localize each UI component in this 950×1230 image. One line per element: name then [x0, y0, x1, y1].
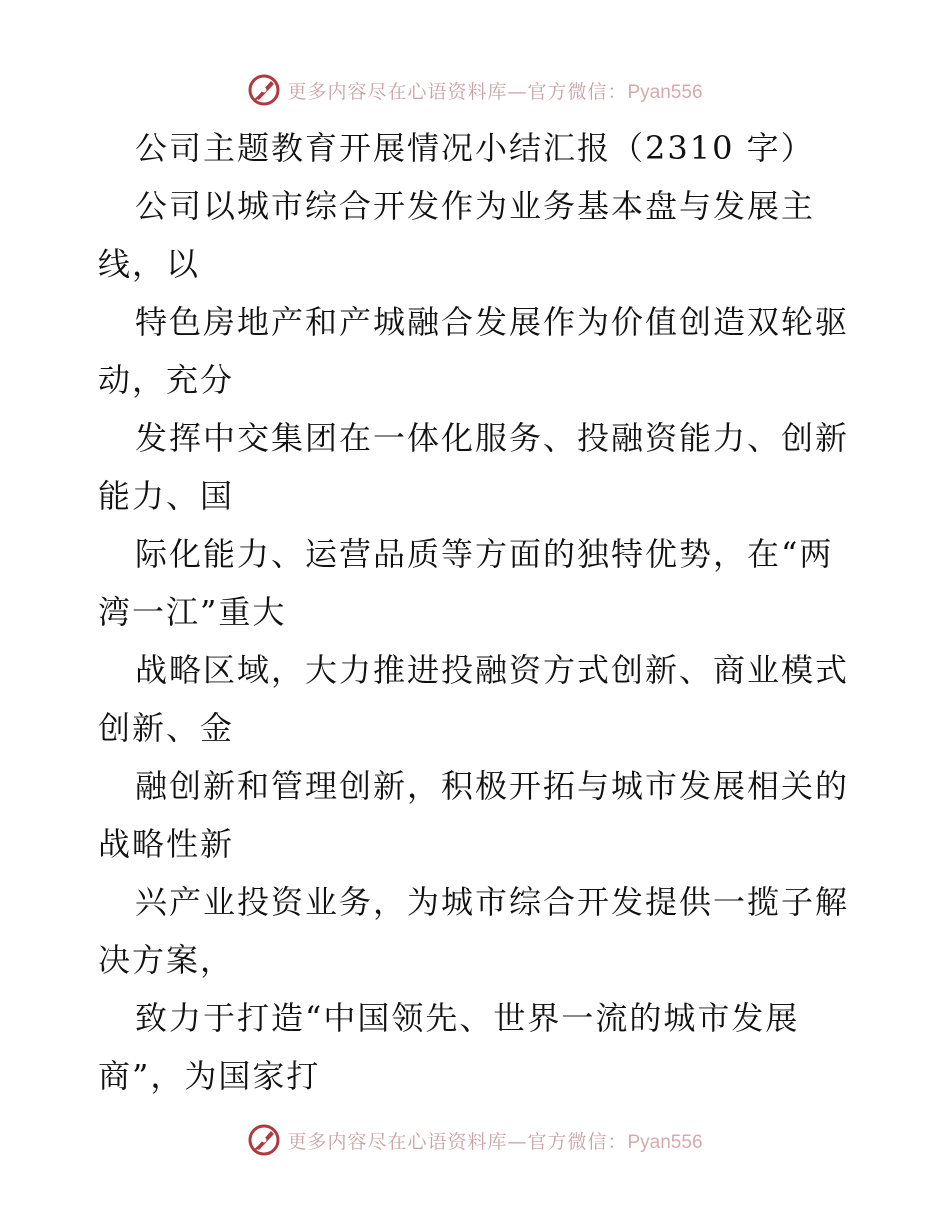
paragraph-line: 公司以城市综合开发作为业务基本盘与发展主: [135, 187, 816, 225]
paragraph-line: 湾一江”重大: [98, 593, 287, 631]
paragraph-line: 融创新和管理创新，积极开拓与城市发展相关的: [135, 767, 850, 805]
paragraph-line: 创新、金: [98, 709, 235, 747]
watermark-wechat-id: Pyan556: [627, 1131, 703, 1153]
paragraph-line: 战略区域，大力推进投融资方式创新、商业模式: [135, 651, 850, 689]
paragraph-line: 动，充分: [98, 361, 235, 399]
paragraph-line: 决方案，: [98, 941, 235, 979]
quill-pen-icon: [247, 1123, 281, 1157]
quill-pen-icon: [247, 73, 281, 107]
paragraph-line: 能力、国: [98, 477, 235, 515]
watermark-text: 更多内容尽在心语资料库—官方微信：Pyan556: [287, 80, 703, 103]
watermark-text: 更多内容尽在心语资料库—官方微信：Pyan556: [287, 1130, 703, 1153]
paragraph-line: 商”，为国家打: [98, 1057, 321, 1095]
watermark-wechat-id: Pyan556: [627, 81, 703, 103]
paragraph-line: 际化能力、运营品质等方面的独特优势，在“两: [135, 535, 834, 573]
paragraph-line: 战略性新: [98, 825, 235, 863]
paragraph-line: 致力于打造“中国领先、世界一流的城市发展: [135, 999, 800, 1037]
footer-watermark: [0, 1120, 950, 1160]
paragraph-line: 发挥中交集团在一体化服务、投融资能力、创新: [135, 419, 850, 457]
paragraph-line: 线，以: [98, 245, 201, 283]
header-watermark: [0, 70, 950, 110]
paragraph-line: 特色房地产和产城融合发展作为价值创造双轮驱: [135, 303, 850, 341]
paragraph-line: 兴产业投资业务，为城市综合开发提供一揽子解: [135, 883, 850, 921]
document-title: 公司主题教育开展情况小结汇报（2310 字）: [135, 129, 815, 167]
